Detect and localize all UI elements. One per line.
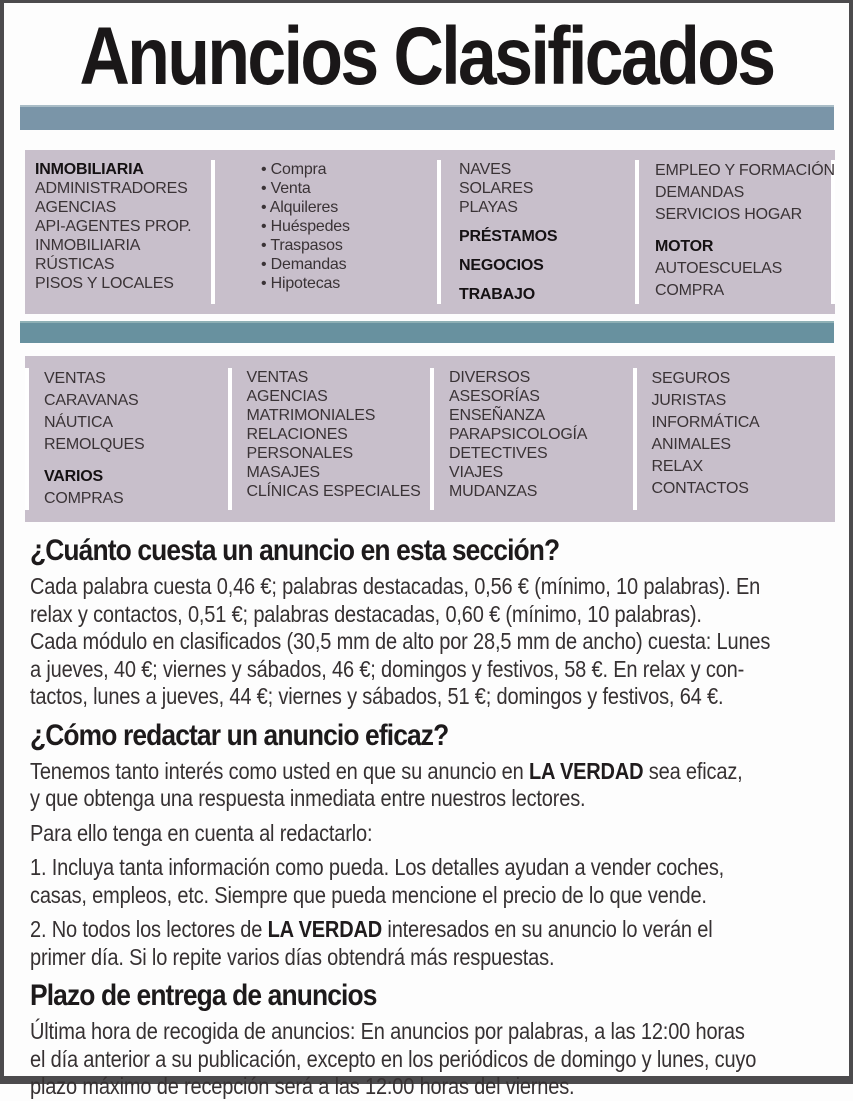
brand-name-bold: LA VERDAD: [528, 757, 644, 784]
category-item: DEMANDAS: [655, 184, 745, 201]
category-column: [215, 160, 441, 304]
text-line: [30, 757, 743, 786]
category-item: PARAPSICOLOGÍA: [449, 426, 588, 443]
category-item: API-AGENTES PROP.: [35, 218, 192, 235]
text-line: [30, 882, 720, 910]
category-item: VARIOS: [44, 468, 103, 485]
info-section: [30, 534, 823, 711]
category-item: MUDANZAS: [449, 483, 538, 500]
category-item: SERVICIOS HOGAR: [655, 206, 802, 223]
category-item: DETECTIVES: [449, 445, 548, 462]
category-item: VENTAS: [246, 369, 309, 386]
section-heading: ¿Cómo redactar un anuncio eficaz?: [30, 718, 449, 752]
page-title: Anuncios Clasificados: [79, 11, 774, 102]
category-item: RELAX: [651, 458, 703, 475]
category-item: NEGOCIOS: [459, 257, 544, 274]
text-segment: el día anterior a su publicación, excepto en los periódicos de domingo y lunes, cuyo: [30, 1045, 757, 1072]
info-section: [30, 719, 823, 972]
category-item: JURISTAS: [651, 392, 727, 409]
text-line: [30, 1045, 757, 1074]
text-line: [30, 628, 771, 656]
section-heading: Plazo de entrega de anuncios: [30, 979, 377, 1012]
text-segment: plazo máximo de recepción será a las 12:00 horas del viernes.: [30, 1073, 575, 1099]
text-segment: Última hora de recogida de anuncios: En anuncios por palabras, a las 12:00 horas: [30, 1018, 745, 1044]
category-item: SOLARES: [459, 180, 534, 197]
category-box-primary: [25, 150, 835, 314]
text-line: [30, 601, 720, 629]
text-segment: sea eficaz,: [643, 757, 743, 784]
text-segment: tactos, lunes a jueves, 44 €; viernes y sábados, 51 €; domingos y festivos, 64 €.: [30, 683, 724, 709]
category-item: NÁUTICA: [44, 414, 113, 431]
category-column: [430, 368, 633, 510]
paragraph: [30, 854, 823, 909]
text-segment: primer día. Si lo repite varios días obtendrá más respuestas.: [30, 943, 555, 970]
category-item: • Huéspedes: [261, 218, 350, 235]
category-item: CLÍNICAS ESPECIALES: [246, 483, 421, 500]
category-item: PLAYAS: [459, 199, 518, 216]
category-item: • Hipotecas: [261, 275, 340, 292]
text-segment: y que obtenga una respuesta inmediata entre nuestros lectores.: [30, 785, 586, 811]
text-line: [30, 683, 724, 711]
category-item: CARAVANAS: [44, 392, 139, 409]
category-item: AGENCIAS: [35, 199, 117, 216]
category-item: • Traspasos: [261, 237, 343, 254]
category-item: • Compra: [261, 161, 327, 178]
category-item: NAVES: [459, 161, 512, 178]
category-item: COMPRA: [655, 282, 725, 299]
category-item: • Venta: [261, 180, 311, 197]
category-item: ADMINISTRADORES: [35, 180, 188, 197]
category-item: REMOLQUES: [44, 436, 145, 453]
category-item: ANIMALES: [651, 436, 731, 453]
text-line: [30, 1018, 745, 1046]
category-item: ENSEÑANZA: [449, 407, 545, 424]
divider-bar-top: [20, 105, 834, 130]
category-item: RELACIONES: [246, 426, 348, 443]
paragraph: [30, 916, 823, 971]
category-item: PERSONALES: [246, 445, 353, 462]
paragraph: [30, 820, 823, 848]
text-segment: 1. Incluya tanta información como pueda. Los detalles ayudan a vender coches,: [30, 854, 725, 880]
paragraph: [30, 573, 823, 628]
category-column: [633, 368, 836, 510]
category-column: [25, 160, 215, 304]
category-item: SEGUROS: [651, 370, 731, 387]
category-item: • Alquileres: [261, 199, 339, 216]
category-item: ASESORÍAS: [449, 388, 540, 405]
category-item: INMOBILIARIA: [35, 237, 141, 254]
category-item: TRABAJO: [459, 286, 535, 303]
text-line: [30, 655, 745, 684]
paragraph: [30, 628, 823, 711]
category-item: AGENCIAS: [246, 388, 328, 405]
category-item: MASAJES: [246, 464, 320, 481]
category-item: • Demandas: [261, 256, 347, 273]
category-item: RÚSTICAS: [35, 256, 115, 273]
category-item: DIVERSOS: [449, 369, 531, 386]
category-column: [441, 160, 639, 304]
category-column: [228, 368, 431, 510]
category-item: VENTAS: [44, 370, 106, 387]
text-segment: Tenemos tanto interés como usted en que su anuncio en: [30, 757, 529, 784]
category-column: [25, 368, 228, 510]
text-segment: Cada módulo en clasificados (30,5 mm de alto por 28,5 mm de ancho) cuesta: Lunes: [30, 628, 771, 654]
text-segment: relax y contactos, 0,51 €; palabras destacadas, 0,60 € (mínimo, 10 palabras).: [30, 600, 702, 627]
divider-bar-middle: [20, 321, 834, 343]
info-sections: [30, 534, 823, 1101]
category-item: INMOBILIARIA: [35, 161, 144, 178]
text-segment: Para ello tenga en cuenta al redactarlo:: [30, 819, 373, 846]
text-segment: Cada palabra cuesta 0,46 €; palabras destacadas, 0,56 € (mínimo, 10 palabras). En: [30, 573, 761, 599]
brand-name-bold: LA VERDAD: [267, 916, 383, 942]
category-item: EMPLEO Y FORMACIÓN: [655, 162, 835, 179]
category-item: MATRIMONIALES: [246, 407, 376, 424]
category-item: PRÉSTAMOS: [459, 228, 558, 245]
category-box-secondary: [25, 356, 835, 522]
category-item: INFORMÁTICA: [651, 414, 760, 431]
category-item: MOTOR: [655, 238, 714, 255]
section-heading: ¿Cuánto cuesta un anuncio en esta sección?: [30, 534, 560, 567]
text-line: [30, 1073, 720, 1101]
paragraph: [30, 758, 823, 813]
category-item: VIAJES: [449, 464, 503, 481]
category-column: [639, 160, 835, 304]
text-line: [30, 820, 720, 848]
category-item: AUTOESCUELAS: [655, 260, 783, 277]
text-segment: interesados en su anuncio lo verán el: [382, 916, 713, 942]
text-segment: a jueves, 40 €; viernes y sábados, 46 €; domingos y festivos, 58 €. En relax y con-: [30, 655, 745, 682]
text-line: [30, 916, 720, 944]
category-item: PISOS Y LOCALES: [35, 275, 174, 292]
paragraph: [30, 1018, 823, 1101]
text-line: [30, 785, 720, 813]
text-line: [30, 573, 761, 601]
text-line: [30, 944, 720, 972]
category-item: COMPRAS: [44, 490, 124, 507]
category-item: CONTACTOS: [651, 480, 749, 497]
text-segment: 2. No todos los lectores de: [30, 916, 268, 942]
text-segment: casas, empleos, etc. Siempre que pueda mencione el precio de lo que vende.: [30, 881, 707, 908]
info-section: [30, 979, 823, 1101]
text-line: [30, 854, 725, 882]
